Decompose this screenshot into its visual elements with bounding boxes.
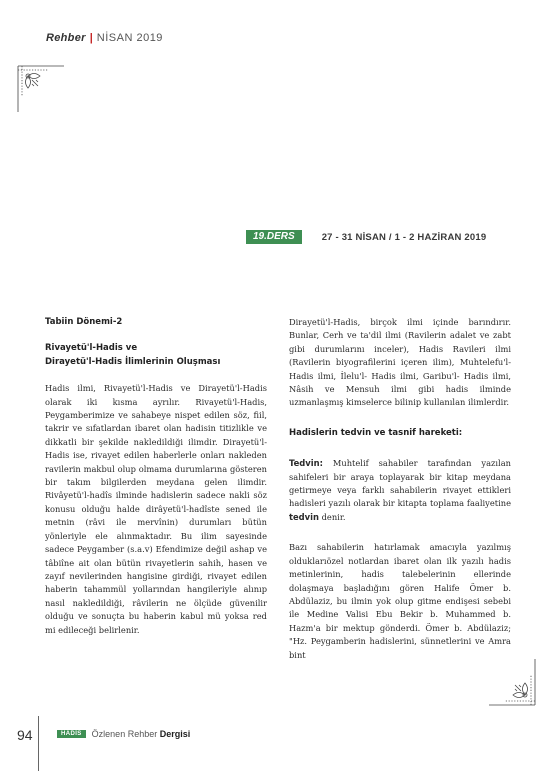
left-column — [45, 316, 267, 637]
tedvin-keyword: tedvin — [289, 511, 319, 522]
subtitle-line-1: Rivayetü'l-Hadis ve — [45, 343, 138, 354]
section-title: Tabiin Dönemi-2 — [45, 317, 123, 327]
header-separator: | — [89, 32, 93, 44]
body-paragraph: Hadis ilmi, Rivayetü'l-Hadis ve Dirayetü'l-Hadis olarak iki kısma ayrılır. Rivayetü'l-Hadis, Peygamberimize ve sahabeye nispet edilen söz, fiil, takrir ve sıfatlardan ibaret olan hadisin titizlikle ve dikkatli bir şekilde nakledildiği ilimdir. Dirayetü'l-Hadis ise, rivayet edilen haberlerle onları nakleden ravilerin makbul olup olmama durumlarına gösteren bir takım bilgilerden meydana gelen ilimdir. Rivâyetü'l-hadîs ilminde hadislerin sadece nakli söz konusu olduğu halde dirâyetü'l-hadîste sened ile metnin (râvi ile mervînin) durumları bütün yönleriyle ele alınmaktadır. Bu ilim sayesinde sadece Peygamber (s.a.v) Efendimize değil ashap ve tâbiîne ait olan bütün rivayetlerin sahih, hasen ve zayıf nevilerinden hangisine girdiği, rivayet edilen haberin tahammül yollarından hangileriyle alınıp nasıl nakledildiği, râvilerin ne ölçüde güvenilir olduğu ve sonuçta bu haberin kabul mü yoksa red mi edileceği belirlenir. — [45, 383, 267, 635]
tedvin-paragraph — [289, 457, 511, 524]
publication-name-light: Özlenen Rehber — [91, 729, 160, 739]
tedvin-text: Muhtelif sahabiler tarafından yazılan sahifeleri bir araya toplayarak bir kitap meydana getirmeye veya farklı sahabilerin rivayet ettikleri hadisleri yazılı olarak bir kitapta toplama faaliyetine — [289, 458, 511, 509]
publication-name — [92, 729, 191, 739]
corner-ornament-icon — [489, 659, 539, 709]
lesson-banner — [246, 230, 486, 244]
tedvin-label: Tedvin: — [289, 458, 323, 469]
lesson-badge: 19.DERS — [246, 230, 302, 244]
body-paragraph: Bazı sahabilerin hatırlamak amacıyla yazılmış olduklarıözel notlardan ibaret olan ilk yazılı hadis metinlerinin, hadis talebelerinin ellerinde dolaşmaya başladığını gören Halife Ömer b. Abdülaziz, bu ilmin yok olup gitme endişesi sebebi ile Medine Valisi Ebu Bekir b. Muhammed b. Hazm'a bir mektup gönderdi. Ömer b. Abdülaziz; "Hz. Peygamberin hadislerini, sünnetlerini ve Amra bint — [289, 542, 511, 660]
footer-publication — [57, 729, 190, 739]
issue-date: NİSAN 2019 — [96, 32, 163, 44]
section-title: Hadislerin tedvin ve tasnif hareketi: — [289, 427, 463, 438]
tedvin-end: denir. — [318, 511, 346, 522]
footer-tag: HADİS — [57, 730, 86, 738]
right-column — [289, 316, 511, 662]
subtitle-line-2: Dirayetü'l-Hadis İlimlerinin Oluşması — [45, 356, 221, 367]
brand-logo: Rehber — [46, 32, 86, 44]
footer-divider — [38, 716, 39, 771]
body-paragraph: Dirayetü'l-Hadis, birçok ilmi içinde barındırır. Bunlar, Cerh ve ta'dil ilmi (Ravilerin adalet ve zabt gibi durumlarını inceler), Hadis Ravileri ilmi (Ravilerin biyografilerini içeren ilim), Muhtelefu'l- Hadis ilmi, İlelu'l- Hadis ilmi, Garibu'l- Hadis ilmi, Nâsih ve Mensuh ilmi gibi hadis ilminde uzmanlaşmış kimselerce bilinip kullanılan ilimlerdir. — [289, 317, 511, 408]
page-header — [46, 32, 163, 44]
corner-ornament-icon — [14, 62, 64, 112]
lesson-dates: 27 - 31 NİSAN / 1 - 2 HAZİRAN 2019 — [321, 231, 487, 243]
publication-name-bold: Dergisi — [159, 729, 191, 739]
page-number: 94 — [17, 727, 33, 743]
